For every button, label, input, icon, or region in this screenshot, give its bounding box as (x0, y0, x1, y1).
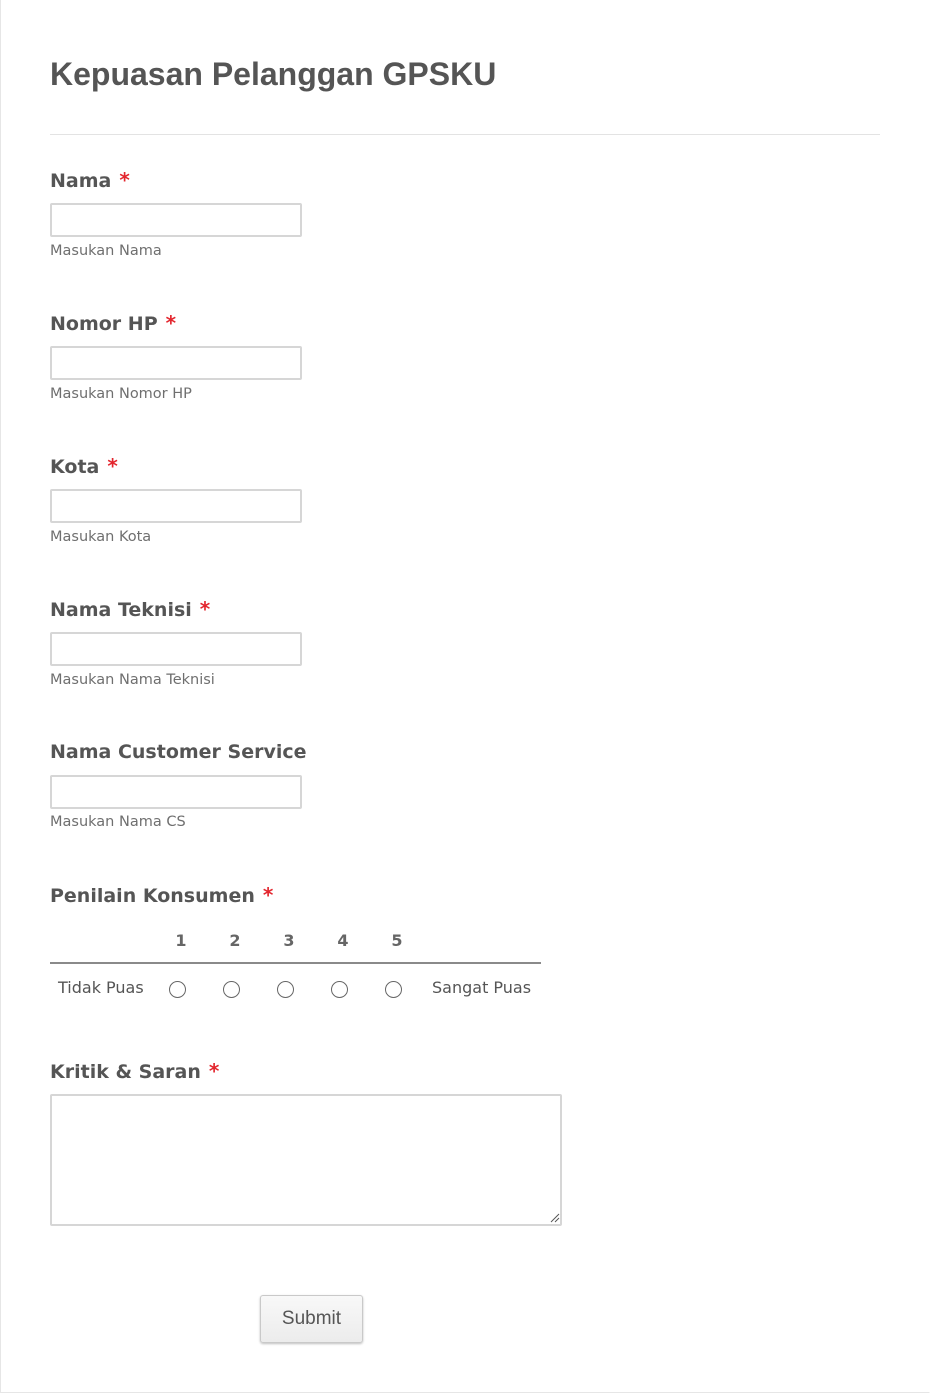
nomor-hp-input[interactable] (50, 346, 302, 380)
rating-scale-4: 4 (337, 931, 349, 950)
field-penilaian (50, 883, 273, 908)
rating-scale-1: 1 (175, 931, 187, 950)
field-label-nama-cs: Nama Customer Service (50, 741, 307, 763)
required-mark: * (208, 1059, 220, 1083)
rating-scale-2: 2 (229, 931, 241, 950)
field-label-kota: Kota (50, 456, 100, 478)
rating-min-text: Tidak Puas (58, 978, 144, 997)
rating-radio-1[interactable] (169, 981, 186, 998)
required-mark: * (199, 597, 211, 621)
kota-input[interactable] (50, 489, 302, 523)
rating-scale-5: 5 (391, 931, 403, 950)
title-divider (50, 134, 880, 135)
rating-radio-4[interactable] (331, 981, 348, 998)
rating-max-text: Sangat Puas (432, 978, 532, 997)
submit-button[interactable]: Submit (260, 1295, 363, 1343)
required-mark: * (165, 311, 177, 335)
field-nama-cs (50, 740, 307, 830)
nomor-hp-sublabel: Masukan Nomor HP (50, 386, 192, 402)
rating-radio-3[interactable] (277, 981, 294, 998)
rating-radio-5[interactable] (385, 981, 402, 998)
field-label-penilaian: Penilain Konsumen (50, 885, 255, 907)
resize-handle-icon[interactable] (548, 1211, 560, 1223)
nama-cs-input[interactable] (50, 775, 302, 809)
kota-sublabel: Masukan Kota (50, 529, 152, 545)
field-label-nama: Nama (50, 170, 112, 192)
rating-header-rule (50, 962, 541, 964)
field-label-kritik-saran: Kritik & Saran (50, 1061, 201, 1083)
required-mark: * (107, 454, 118, 478)
field-nama-teknisi (50, 597, 215, 688)
form-title: Kepuasan Pelanggan GPSKU (50, 56, 497, 92)
nama-teknisi-input[interactable] (50, 632, 302, 666)
field-kota (50, 454, 152, 545)
field-nama (50, 168, 162, 259)
required-mark: * (119, 168, 130, 192)
field-label-nomor-hp: Nomor HP (50, 313, 158, 335)
field-nomor-hp (50, 311, 192, 402)
required-mark: * (262, 883, 274, 907)
nama-teknisi-sublabel: Masukan Nama Teknisi (50, 672, 215, 688)
nama-sublabel: Masukan Nama (50, 243, 162, 259)
nama-cs-sublabel: Masukan Nama CS (50, 814, 186, 830)
rating-radio-2[interactable] (223, 981, 240, 998)
field-kritik-saran (50, 1059, 219, 1084)
field-label-nama-teknisi: Nama Teknisi (50, 599, 192, 621)
nama-input[interactable] (50, 203, 302, 237)
kritik-saran-textarea[interactable] (50, 1094, 562, 1226)
rating-scale-3: 3 (283, 931, 295, 950)
